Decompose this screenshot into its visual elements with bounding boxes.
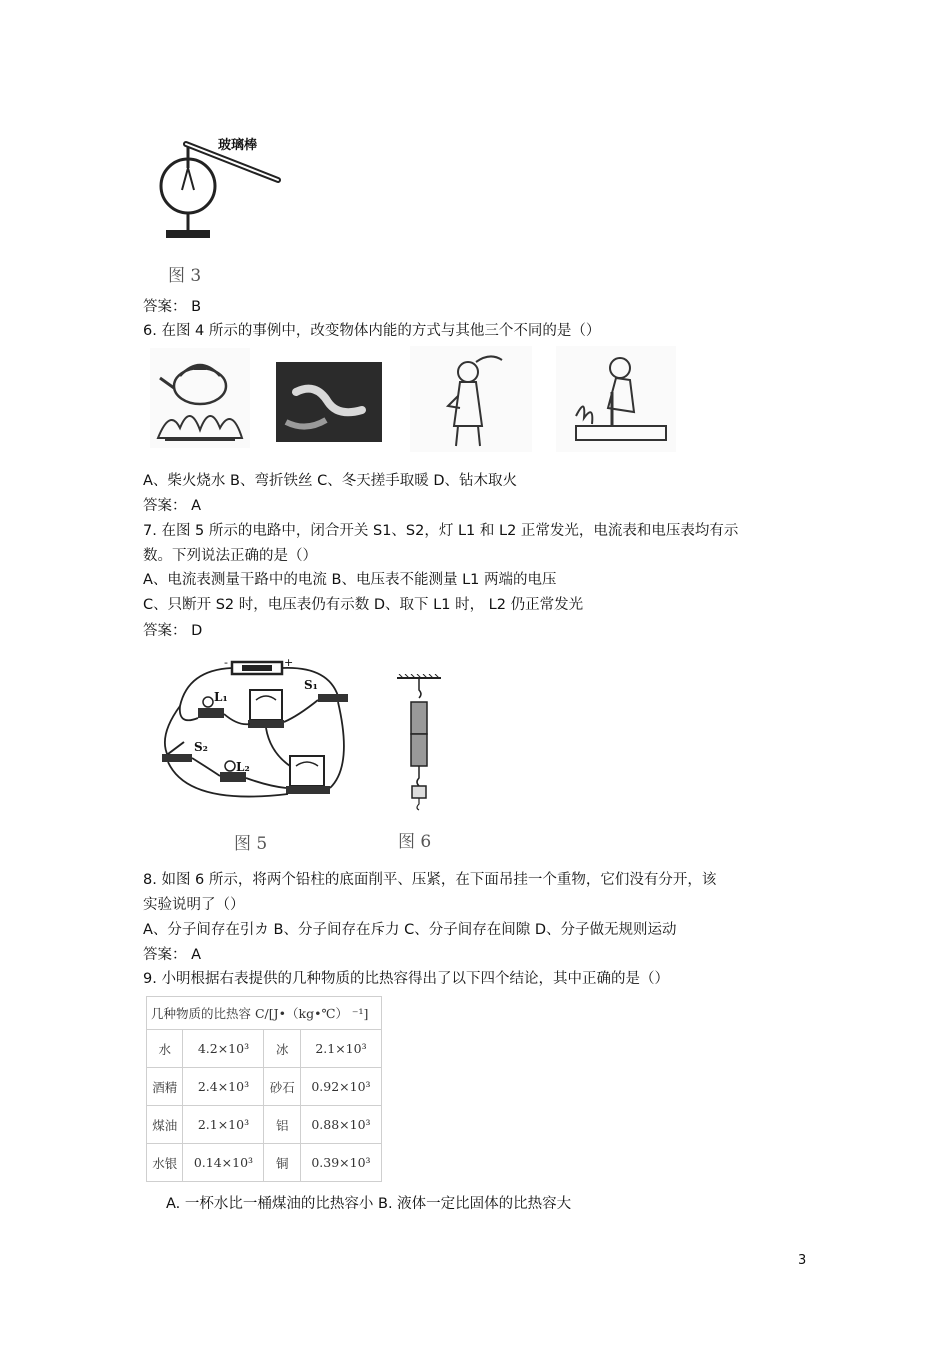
table-cell: 水银 [147,1144,183,1182]
q6-options: A、柴火烧水 B、弯折铁丝 C、冬天搓手取暖 D、钻木取火 [143,473,517,489]
q7-answer: 答案： D [143,623,203,639]
specific-heat-table [146,996,382,1182]
q7-options-line2: C、只断开 S2 时，电压表仍有示数 D、取下 L1 时， L2 仍正常发光 [143,597,584,613]
figure-5-label: 图 5 [234,834,268,854]
lead-cylinders-drawing [395,674,445,814]
table-cell: 4.2×10³ [183,1030,264,1068]
circuit-drawing [158,656,358,806]
q8-question-line1: 8. 如图 6 所示，将两个铅柱的底面削平、压紧，在下面吊挂一个重物，它们没有分开，该 [143,872,717,888]
table-cell: 冰 [264,1030,300,1068]
q9-options: A. 一杯水比一桶煤油的比热容小 B. 液体一定比固体的比热容大 [166,1196,572,1212]
table-caption: 几种物质的比热容 C/[J•（kg•℃） ⁻¹] [147,997,382,1030]
table-row [147,1030,382,1068]
table-cell: 铝 [264,1106,300,1144]
q8-options: A、分子间存在引カ B、分子间存在斥力 C、分子间存在间隙 D、分子做无规则运动 [143,922,677,938]
q7-question-line1: 7. 在图 5 所示的电路中，闭合开关 S1、S2，灯 L1 和 L2 正常发光，电流表和电压表均有示 [143,523,739,539]
table-cell: 酒精 [147,1068,183,1106]
l1-label: L₁ [214,690,228,704]
battery-plus-label: + [284,656,294,669]
table-cell: 0.92×10³ [300,1068,381,1106]
q6-question: 6. 在图 4 所示的事例中，改变物体内能的方式与其他三个不同的是（） [143,323,601,339]
q8-answer: 答案： A [143,947,202,963]
table-row [147,1144,382,1182]
s1-label: S₁ [304,678,318,692]
glass-rod-label: 玻璃棒 [218,138,258,153]
table-cell: 水 [147,1030,183,1068]
q7-options-line1: A、电流表测量干路中的电流 B、电压表不能测量 L1 两端的电压 [143,572,557,588]
figure-6-lead-cylinders [395,674,445,814]
battery-minus-label: - [224,656,228,669]
figure-3-label: 图 3 [168,266,202,286]
q9-question: 9. 小明根据右表提供的几种物质的比热容得出了以下四个结论，其中正确的是（） [143,971,669,987]
figure-4-kettle-image [150,348,250,448]
table-cell: 2.4×10³ [183,1068,264,1106]
table-cell: 煤油 [147,1106,183,1144]
table-cell: 2.1×10³ [300,1030,381,1068]
table-cell: 0.39×10³ [300,1144,381,1182]
figure-6-label: 图 6 [398,832,432,852]
table-cell: 0.14×10³ [183,1144,264,1182]
figure-4-drilling-wood-image [556,346,676,452]
q8-question-line2: 实验说明了（） [143,897,245,913]
s2-label: S₂ [194,740,208,754]
table-row [147,1106,382,1144]
page-number: 3 [798,1253,807,1268]
figure-4-bending-wire-image [276,362,382,442]
l2-label: L₂ [236,760,250,774]
figure-3-electroscope [150,128,290,248]
q5-answer: 答案： B [143,299,202,315]
table-cell: 2.1×10³ [183,1106,264,1144]
table-cell: 0.88×10³ [300,1106,381,1144]
table-cell: 砂石 [264,1068,300,1106]
figure-5-circuit [158,656,358,806]
table-row [147,1068,382,1106]
q6-answer: 答案： A [143,498,202,514]
figure-4-rubbing-hands-image [410,346,532,452]
table-cell: 铜 [264,1144,300,1182]
q7-question-line2: 数。下列说法正确的是（） [143,548,317,564]
